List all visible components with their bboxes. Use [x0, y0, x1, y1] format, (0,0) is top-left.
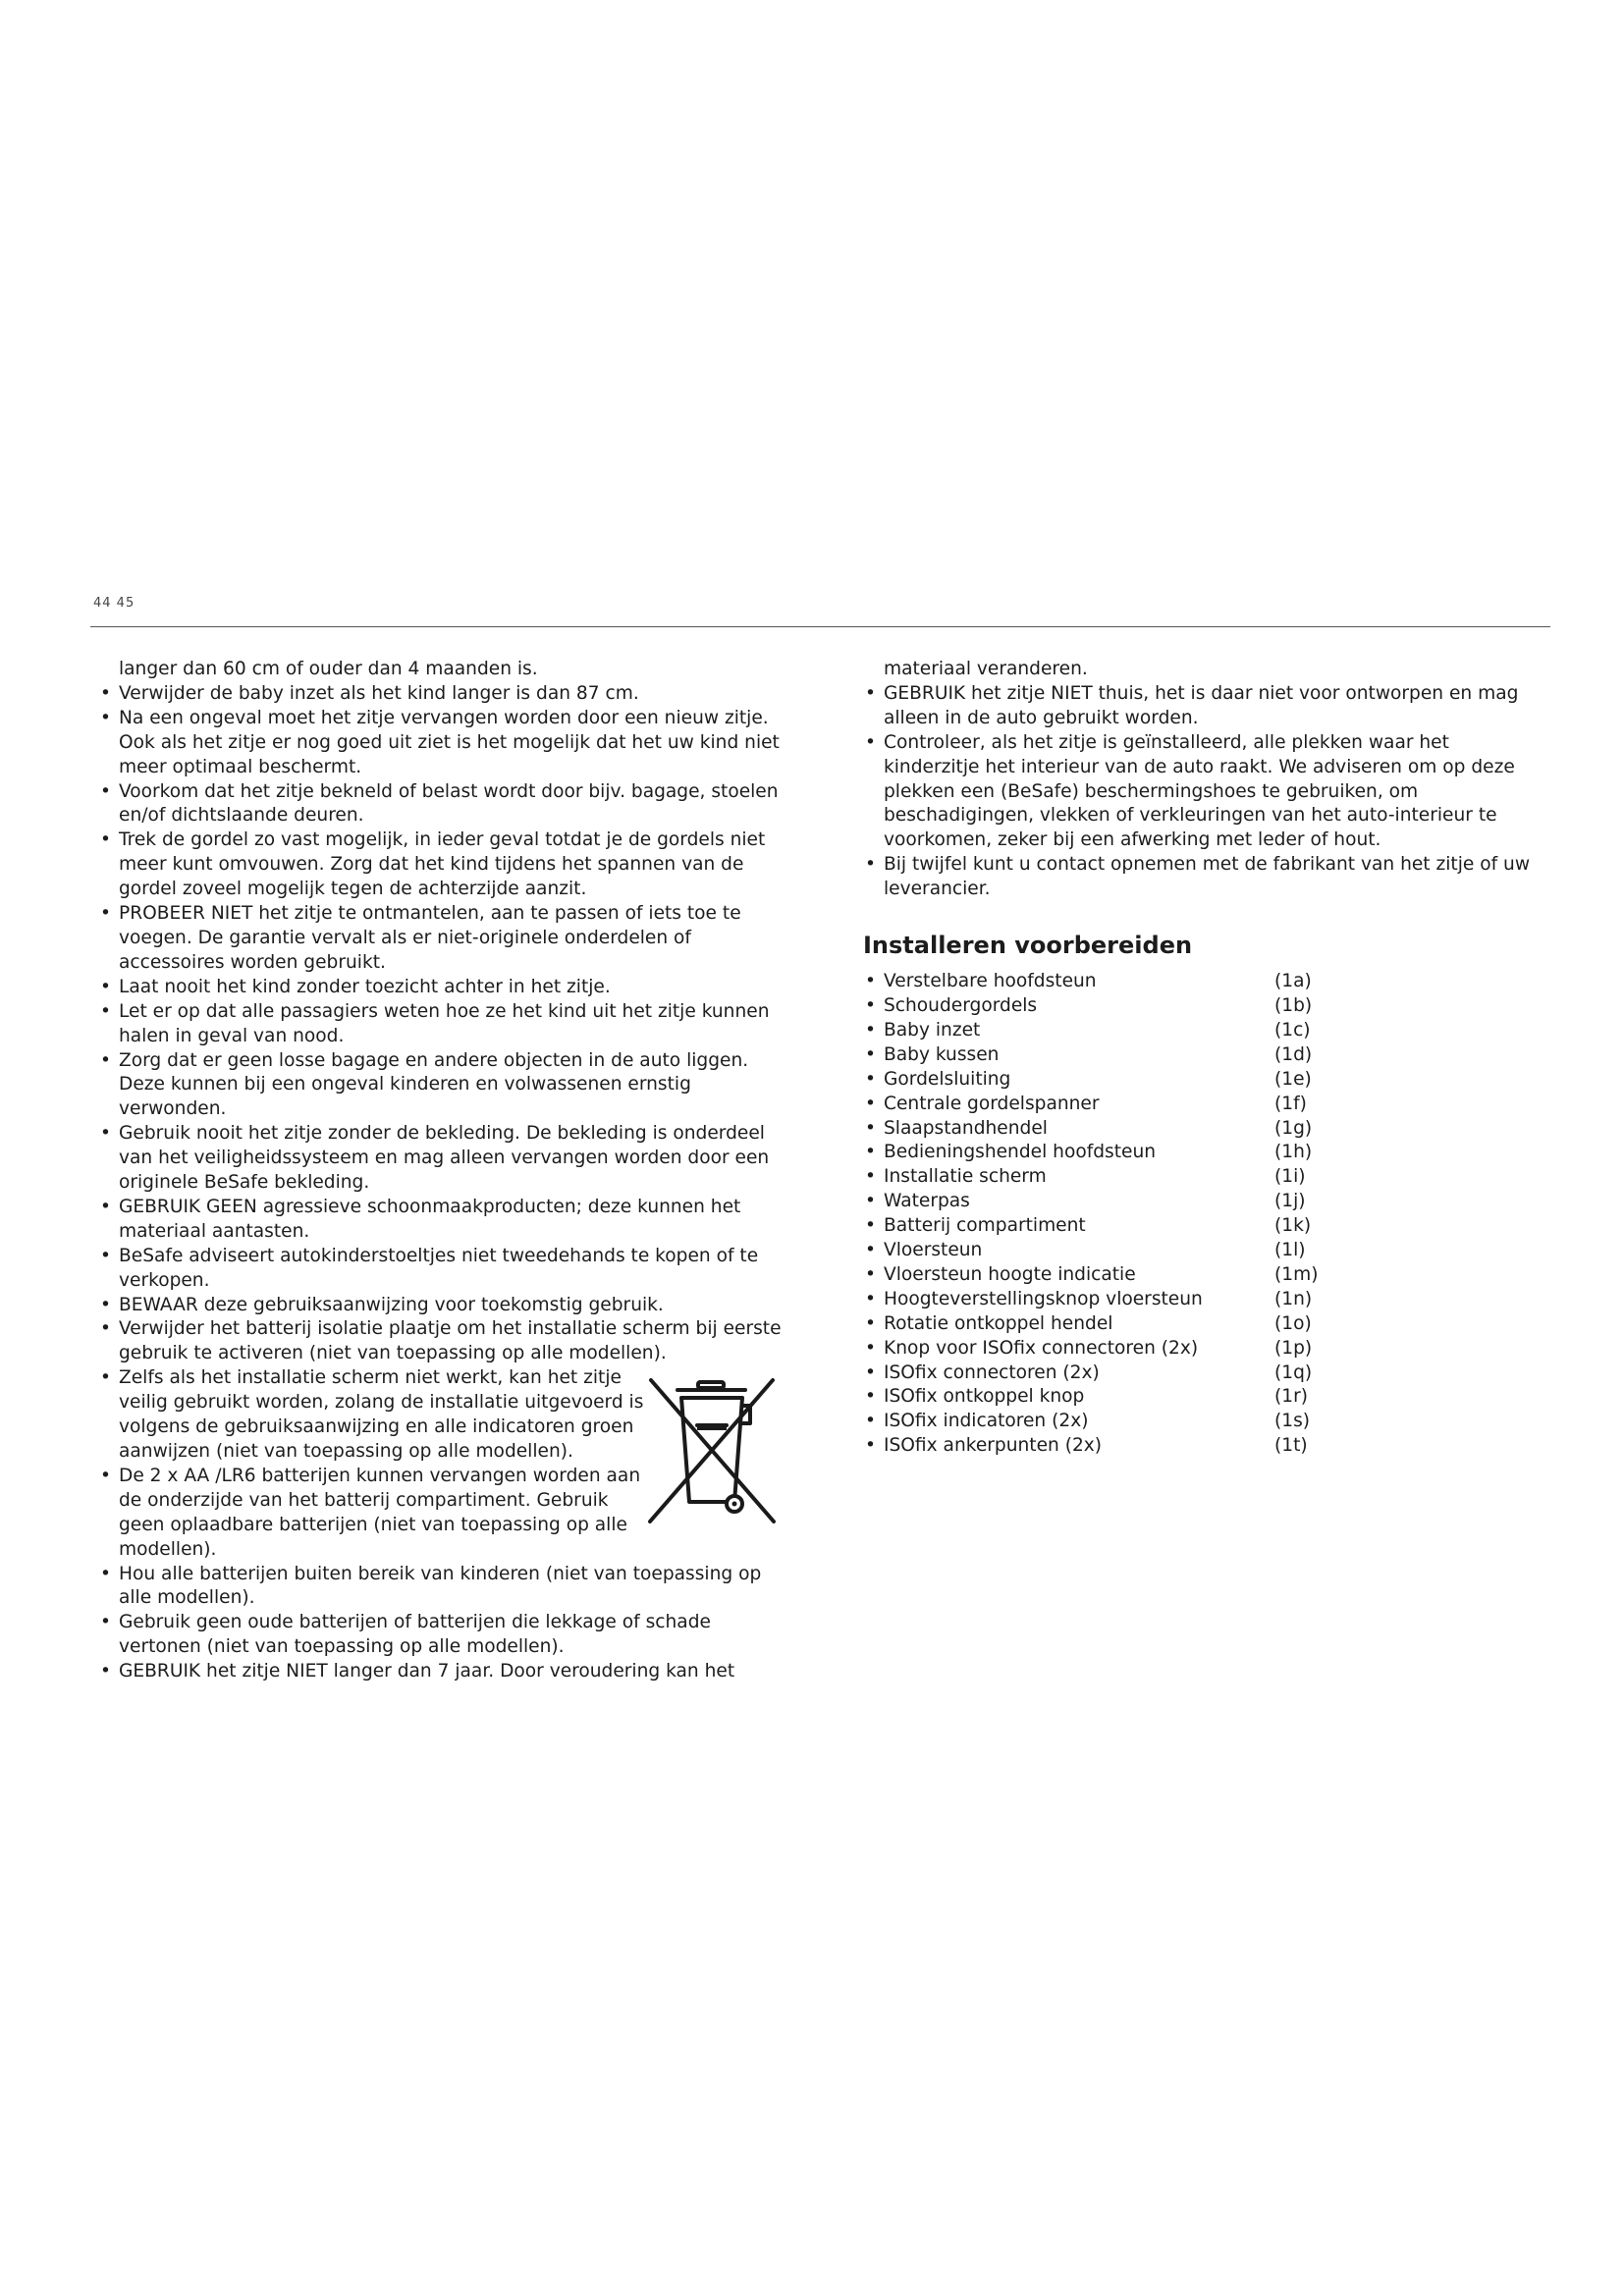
part-label: • Batterij compartiment: [884, 1215, 1086, 1237]
part-item: [863, 1239, 1531, 1263]
part-label: • ISOfix connectoren (2x): [884, 1362, 1100, 1383]
part-item: [863, 1337, 1531, 1362]
part-reference: (1o): [1274, 1312, 1312, 1334]
bullet-item: • GEBRUIK GEEN agressieve schoonmaakproducten; deze kunnen het materiaal aantasten.: [98, 1196, 785, 1245]
part-reference: (1l): [1274, 1240, 1306, 1261]
parts-list: [863, 970, 1531, 1459]
part-label: • Knop voor ISOfix connectoren (2x): [884, 1337, 1199, 1359]
part-item: [863, 1214, 1531, 1239]
bullet-item: • Let er op dat alle passagiers weten hoe ze het kind uit het zitje kunnen halen in geval van nood.: [98, 1000, 785, 1049]
part-reference: (1k): [1274, 1215, 1312, 1237]
part-item: [863, 1117, 1531, 1142]
part-label: • Installatie scherm: [884, 1166, 1047, 1188]
bullet-item: • Laat nooit het kind zonder toezicht achter in het zitje.: [98, 976, 785, 1000]
part-reference: (1c): [1274, 1019, 1311, 1041]
part-label: • Hoogteverstellingsknop vloersteun: [884, 1288, 1203, 1309]
bullet-item: • PROBEER NIET het zitje te ontmantelen, aan te passen of iets toe te voegen. De garantie vervalt als er niet-originele onderdelen of accessoires worden gebruikt.: [98, 902, 785, 976]
part-label: • Gordelsluiting: [884, 1068, 1011, 1090]
part-item: [863, 1093, 1531, 1117]
part-item: [863, 994, 1531, 1019]
part-label: • Waterpas: [884, 1191, 970, 1212]
part-label: • ISOfix ontkoppel knop: [884, 1386, 1085, 1408]
part-reference: (1m): [1274, 1263, 1319, 1285]
part-item: [863, 1410, 1531, 1434]
continued-text: materiaal veranderen.: [884, 659, 1088, 679]
part-label: • Vloersteun hoogte indicatie: [884, 1263, 1136, 1285]
section-heading: Installeren voorbereiden: [863, 932, 1193, 960]
part-reference: (1s): [1274, 1411, 1311, 1432]
bullet-item: • BEWAAR deze gebruiksaanwijzing voor toekomstig gebruik.: [98, 1294, 785, 1318]
part-item: [863, 1434, 1531, 1459]
part-item: [863, 970, 1531, 994]
part-reference: (1j): [1274, 1191, 1306, 1212]
part-label: • Bedieningshendel hoofdsteun: [884, 1142, 1157, 1163]
bullet-item: • Controleer, als het zitje is geïnstalleerd, alle plekken waar het kinderzitje het interieur van de auto raakt. We adviseren om op deze plekken een (BeSafe) beschermingshoes te gebruiken, om beschadigingen, vlekken of verkleuringen van het auto-interieur te voorkomen, zeker bij een afwerking met leder of hout.: [863, 731, 1531, 854]
part-label: • Centrale gordelspanner: [884, 1093, 1100, 1114]
bullet-item: • Trek de gordel zo vast mogelijk, in ieder geval totdat je de gordels niet meer kunt omvouwen. Zorg dat het kind tijdens het spannen van de gordel zoveel mogelijk tegen de achterzijde aanzit.: [98, 828, 785, 902]
part-reference: (1i): [1274, 1166, 1306, 1188]
part-label: • Schoudergordels: [884, 994, 1038, 1016]
part-reference: (1h): [1274, 1142, 1313, 1163]
bullet-item: • Verwijder de baby inzet als het kind langer is dan 87 cm.: [98, 682, 785, 707]
part-reference: (1f): [1274, 1093, 1307, 1114]
part-item: [863, 1141, 1531, 1165]
part-item: [863, 1043, 1531, 1068]
part-item: [863, 1190, 1531, 1214]
bullet-item: • Zorg dat er geen losse bagage en andere objecten in de auto liggen. Deze kunnen bij een ongeval kinderen en volwassenen ernstig verwonden.: [98, 1049, 785, 1123]
part-item: [863, 1068, 1531, 1093]
bullet-item: • Zelfs als het installatie scherm niet werkt, kan het zitje veilig gebruikt worden, zolang de installatie uitgevoerd is volgens de gebruiksaanwijzing en alle indicatoren groen aanwijzen (niet van toepassing op alle modellen).: [98, 1366, 654, 1465]
bullet-item: • Gebruik nooit het zitje zonder de bekleding. De bekleding is onderdeel van het veiligheidssysteem en mag alleen vervangen worden door een originele BeSafe bekleding.: [98, 1122, 785, 1196]
bullet-item: • BeSafe adviseert autokinderstoeltjes niet tweedehands te kopen of te verkopen.: [98, 1245, 785, 1294]
header-rule: [90, 626, 1550, 627]
part-reference: (1a): [1274, 971, 1312, 992]
safety-instruction-list-continued: [863, 658, 1531, 902]
part-item: [863, 1312, 1531, 1337]
bullet-item: • GEBRUIK het zitje NIET langer dan 7 jaar. Door veroudering kan het: [98, 1660, 785, 1684]
part-reference: (1p): [1274, 1337, 1313, 1359]
bullet-item: • Hou alle batterijen buiten bereik van kinderen (niet van toepassing op alle modellen).: [98, 1563, 785, 1612]
bullet-item: • Voorkom dat het zitje bekneld of belast wordt door bijv. bagage, stoelen en/of dichtslaande deuren.: [98, 780, 785, 829]
part-reference: (1b): [1274, 994, 1313, 1016]
part-item: [863, 1263, 1531, 1288]
part-label: • Verstelbare hoofdsteun: [884, 971, 1097, 992]
part-label: • Baby inzet: [884, 1019, 981, 1041]
bullet-item: • Gebruik geen oude batterijen of batterijen die lekkage of schade vertonen (niet van toepassing op alle modellen).: [98, 1611, 785, 1660]
part-reference: (1d): [1274, 1043, 1313, 1065]
part-label: • ISOfix indicatoren (2x): [884, 1411, 1089, 1432]
part-label: • Vloersteun: [884, 1240, 983, 1261]
page-number: 44 45: [93, 596, 135, 611]
crossed-out-wheelie-bin-icon: [646, 1376, 778, 1531]
part-reference: (1e): [1274, 1068, 1312, 1090]
bullet-item: • Bij twijfel kunt u contact opnemen met de fabrikant van het zitje of uw leverancier.: [863, 853, 1531, 902]
part-label: • ISOfix ankerpunten (2x): [884, 1435, 1103, 1457]
part-item: [863, 1019, 1531, 1043]
part-reference: (1t): [1274, 1435, 1308, 1457]
part-reference: (1g): [1274, 1117, 1313, 1139]
part-label: • Rotatie ontkoppel hendel: [884, 1312, 1113, 1334]
part-item: [863, 1362, 1531, 1386]
part-item: [863, 1165, 1531, 1190]
bullet-item: • GEBRUIK het zitje NIET thuis, het is daar niet voor ontworpen en mag alleen in de auto gebruikt worden.: [863, 682, 1531, 731]
right-column: [863, 658, 1531, 1459]
part-reference: (1r): [1274, 1386, 1308, 1408]
part-reference: (1n): [1274, 1288, 1313, 1309]
part-label: • Baby kussen: [884, 1043, 1000, 1065]
continued-text: langer dan 60 cm of ouder dan 4 maanden is.: [119, 659, 538, 679]
bullet-item: • De 2 x AA /LR6 batterijen kunnen vervangen worden aan de onderzijde van het batterij compartiment. Gebruik geen oplaadbare batterijen (niet van toepassing op alle modellen).: [98, 1465, 654, 1563]
bullet-item: • Verwijder het batterij isolatie plaatje om het installatie scherm bij eerste gebruik te activeren (niet van toepassing op alle modellen).: [98, 1317, 785, 1366]
part-item: [863, 1385, 1531, 1410]
part-label: • Slaapstandhendel: [884, 1117, 1048, 1139]
part-reference: (1q): [1274, 1362, 1313, 1383]
bullet-item: • Na een ongeval moet het zitje vervangen worden door een nieuw zitje. Ook als het zitje er nog goed uit ziet is het mogelijk dat het uw kind niet meer optimaal beschermt.: [98, 707, 785, 780]
part-item: [863, 1288, 1531, 1312]
